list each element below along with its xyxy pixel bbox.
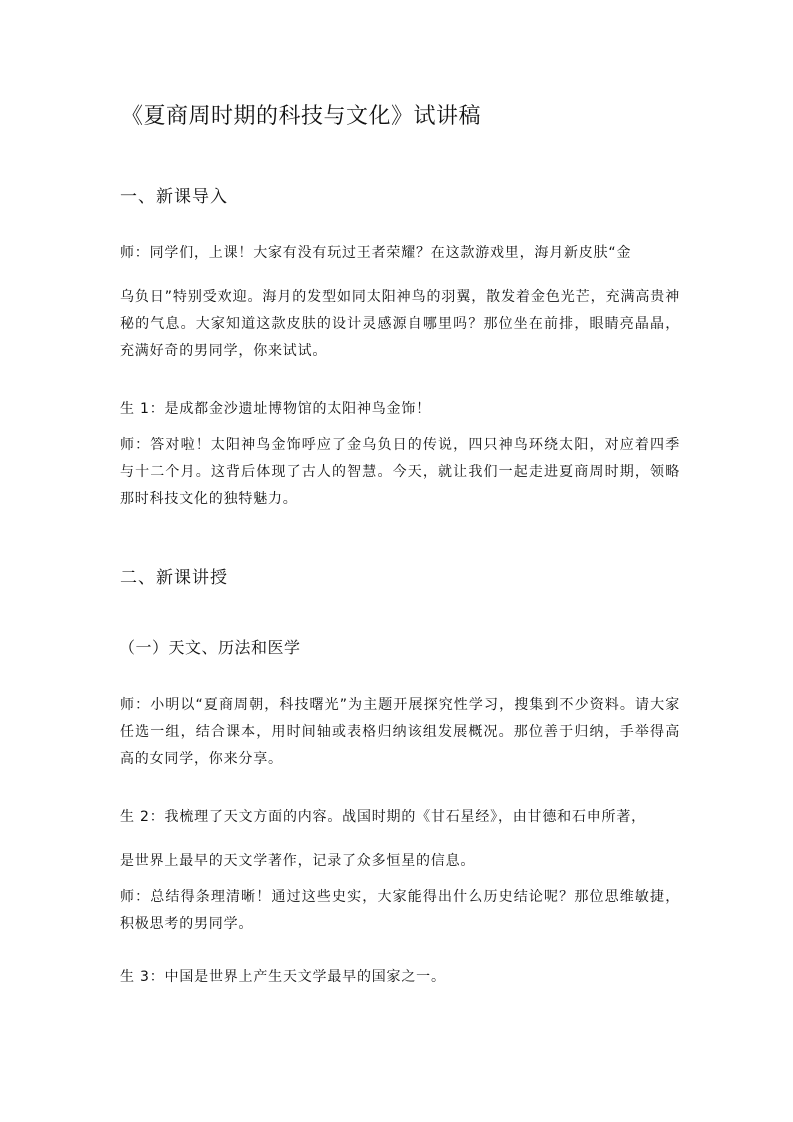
paragraph-student-2-line1: 生 2：我梳理了天文方面的内容。战国时期的《甘石星经》，由甘德和石申所著，: [120, 809, 646, 825]
paragraph-student-3: 生 3：中国是世界上产生天文学最早的国家之一。: [120, 969, 446, 985]
paragraph-teacher-question: 师：总结得条理清晰！通过这些史实，大家能得出什么历史结论呢？那位思维敏捷，积极思考的男同学。: [120, 889, 680, 932]
subsection-heading-astronomy: （一）天文、历法和医学: [119, 638, 301, 657]
section-heading-intro: 一、新课导入: [120, 187, 228, 207]
paragraph-teacher-intro-line1: 师：同学们，上课！大家有没有玩过王者荣耀？在这款游戏里，海月新皮肤“金: [120, 245, 632, 261]
paragraph-student-1: 生 1：是成都金沙遗址博物馆的太阳神鸟金饰！: [120, 401, 431, 417]
paragraph-teacher-response: 师：答对啦！太阳神鸟金饰呼应了金乌负日的传说，四只神鸟环绕太阳，对应着四季与十二个月。这背后体现了古人的智慧。今天，就让我们一起走进夏商周时期，领略那时科技文化的独特魅力。: [120, 437, 680, 507]
paragraph-teacher-intro-rest: 乌负日”特别受欢迎。海月的发型如同太阳神鸟的羽翼，散发着金色光芒，充满高贵神秘的气息。大家知道这款皮肤的设计灵感源自哪里吗？那位坐在前排，眼睛亮晶晶，充满好奇的男同学，你来试试。: [120, 289, 680, 359]
paragraph-teacher-task: 师：小明以“夏商周朝，科技曙光”为主题开展探究性学习，搜集到不少资料。请大家任选一组，结合课本，用时间轴或表格归纳该组发展概况。那位善于归纳，手举得高高的女同学，你来分享。: [120, 697, 680, 767]
document-title: 《夏商周时期的科技与文化》试讲稿: [121, 104, 482, 129]
section-heading-lecture: 二、新课讲授: [120, 568, 228, 588]
paragraph-student-2-line2: 是世界上最早的天文学著作，记录了众多恒星的信息。: [120, 853, 476, 869]
